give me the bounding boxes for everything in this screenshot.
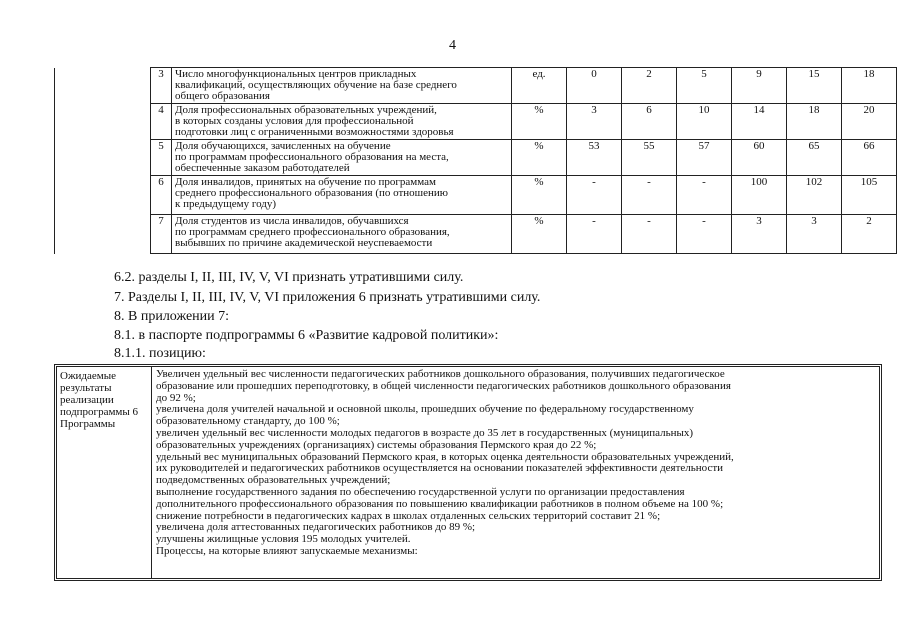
row-unit: %	[512, 104, 567, 140]
row-value: 15	[787, 68, 842, 104]
row-value: 2	[842, 215, 897, 254]
table-row	[55, 140, 897, 176]
table-row	[55, 104, 897, 140]
table-row	[55, 176, 897, 215]
row-unit: ед.	[512, 68, 567, 104]
row-value: -	[567, 215, 622, 254]
row-value: 100	[732, 176, 787, 215]
row-value: -	[677, 176, 732, 215]
row-unit: %	[512, 215, 567, 254]
row-value: 53	[567, 140, 622, 176]
row-value: 3	[732, 215, 787, 254]
row-value: 20	[842, 104, 897, 140]
blank-cell	[55, 68, 151, 254]
row-value: 0	[567, 68, 622, 104]
paragraph: 8.1.1. позицию:	[114, 346, 206, 361]
row-description: Доля студентов из числа инвалидов, обучавшихся по программам среднего профессионального образования, выбывших по причине академической неуспеваемости	[172, 215, 512, 254]
row-value: 65	[787, 140, 842, 176]
row-value: 14	[732, 104, 787, 140]
row-unit: %	[512, 140, 567, 176]
row-description: Доля обучающихся, зачисленных на обучение по программам профессионального образования на места, обеспеченные заказом работодателей	[172, 140, 512, 176]
row-description: Доля профессиональных образовательных учреждений, в которых созданы условия для профессиональной подготовки лиц с ограниченными возможностями здоровья	[172, 104, 512, 140]
row-value: 5	[677, 68, 732, 104]
row-value: 10	[677, 104, 732, 140]
row-value: 9	[732, 68, 787, 104]
row-value: 3	[567, 104, 622, 140]
expected-results-label: Ожидаемые результаты реализации подпрограммы 6 Программы	[57, 367, 152, 578]
paragraph: 7. Разделы I, II, III, IV, V, VI приложения 6 признать утратившими силу.	[114, 290, 541, 305]
row-value: 57	[677, 140, 732, 176]
paragraph: 6.2. разделы I, II, III, IV, V, VI признать утратившими силу.	[114, 270, 464, 285]
row-value: -	[567, 176, 622, 215]
paragraph: 8. В приложении 7:	[114, 309, 230, 324]
row-value: 55	[622, 140, 677, 176]
row-value: 60	[732, 140, 787, 176]
row-number: 3	[151, 68, 172, 104]
row-unit: %	[512, 176, 567, 215]
row-number: 6	[151, 176, 172, 215]
table-row	[55, 215, 897, 254]
row-description: Число многофункциональных центров прикладных квалификаций, осуществляющих обучение на базе среднего общего образования	[172, 68, 512, 104]
row-value: -	[622, 215, 677, 254]
indicators-table	[54, 67, 897, 254]
row-value: 3	[787, 215, 842, 254]
row-description: Доля инвалидов, принятых на обучение по программам среднего профессионального образования (по отношению к предыдущему году)	[172, 176, 512, 215]
page-number: 4	[449, 38, 456, 53]
expected-results-text: Увеличен удельный вес численности педагогических работников дошкольного образования, получивших педагогическое образование или прошедших переподготовку, в общей численности педагогических работников дошкольного образования до 92 %; увеличена доля учителей начальной и основной школы, прошедших обучение по федеральному государственному образовательному стандарту, до 100 %; увеличен удельный вес численности молодых педагогов в возрасте до 35 лет в государственных (муниципальных) образовательных учреждениях (организациях) системы образования Пермского края до 22 %; удельный вес муниципальных образований Пермского края, в которых оценка деятельности образовательных учреждений, их руководителей и педагогических работников осуществляется на основании показателей эффективности деятельности подведомственных образовательных учреждений; выполнение государственного задания по обеспечению государственной услуги по организации предоставления дополнительного профессионального образования по повышению квалификации работников в полном объеме на 100 %; снижение потребности в педагогических кадрах в школах отдаленных сельских территорий составит 21 %; увеличена доля аттестованных педагогических работников до 89 %; улучшены жилищные условия 195 молодых учителей. Процессы, на которые влияют запускаемые механизмы:	[156, 368, 734, 557]
table-row	[55, 68, 897, 104]
row-number: 5	[151, 140, 172, 176]
row-value: 66	[842, 140, 897, 176]
row-value: 6	[622, 104, 677, 140]
row-number: 4	[151, 104, 172, 140]
row-value: 105	[842, 176, 897, 215]
expected-results-box	[54, 364, 882, 581]
row-value: -	[622, 176, 677, 215]
row-value: 102	[787, 176, 842, 215]
row-value: 18	[842, 68, 897, 104]
paragraph: 8.1. в паспорте подпрограммы 6 «Развитие кадровой политики»:	[114, 328, 499, 343]
row-value: -	[677, 215, 732, 254]
row-value: 2	[622, 68, 677, 104]
row-value: 18	[787, 104, 842, 140]
row-number: 7	[151, 215, 172, 254]
